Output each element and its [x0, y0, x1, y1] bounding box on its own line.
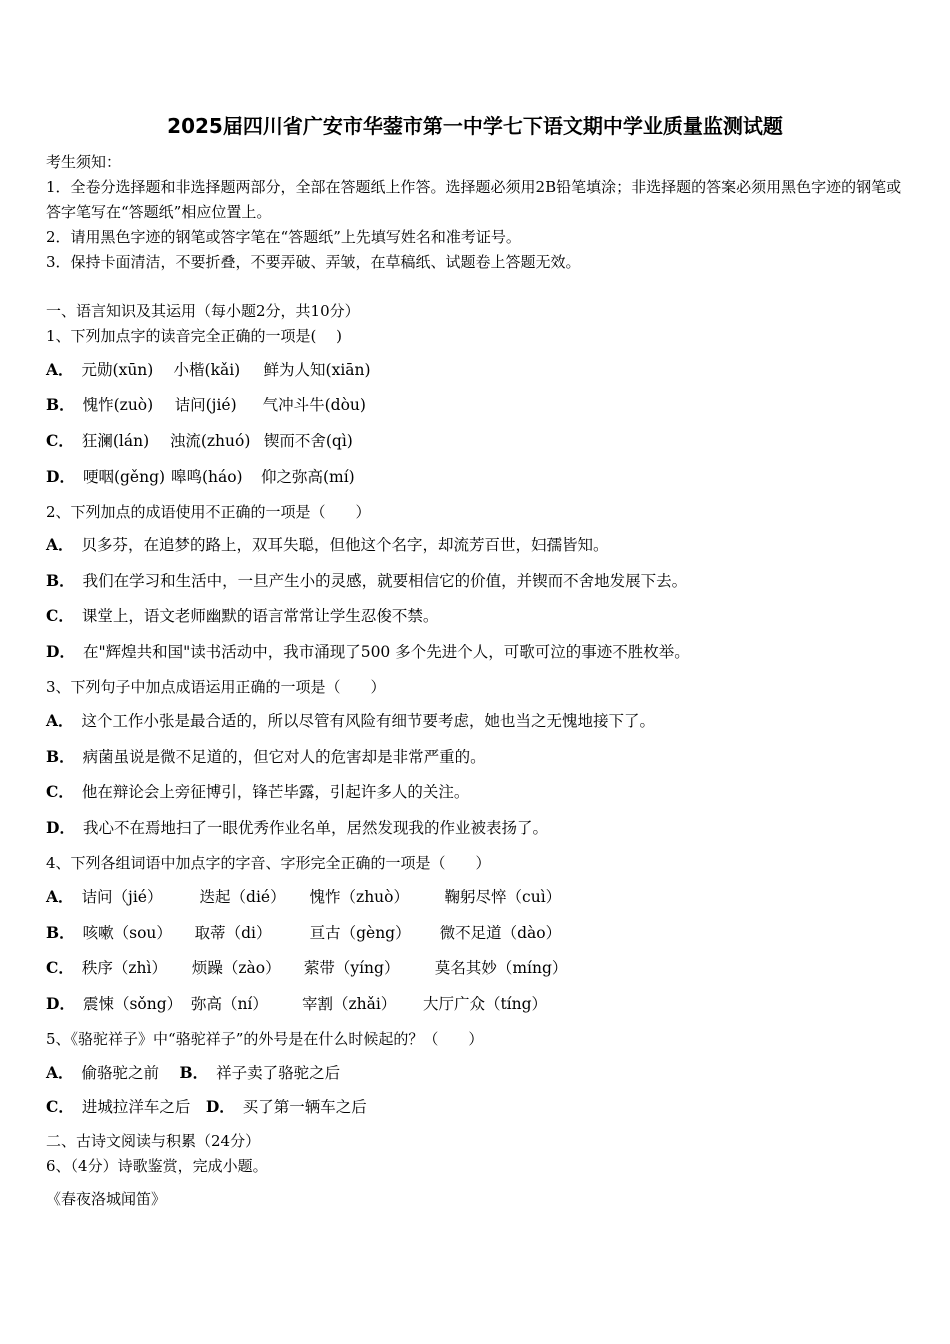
option-word: 嗥鸣(háo): [170, 468, 243, 486]
option-letter: C．: [46, 782, 74, 801]
option-text: 偷骆驼之前: [81, 1064, 160, 1082]
option-letter: B．: [46, 571, 75, 590]
option-text: 进城拉洋车之后: [81, 1098, 191, 1116]
question-1-option-d: [46, 466, 355, 488]
option-text: 课堂上，语文老师幽默的语言常常让学生忍俊不禁。: [81, 607, 439, 625]
option-word: 元勋(xūn): [81, 361, 154, 379]
question-4-option-b: [46, 922, 561, 944]
option-letter: B．: [46, 923, 75, 942]
option-word: 鲜为人知(xiān): [263, 361, 371, 379]
option-letter: A．: [46, 711, 74, 730]
option-letter: D．: [205, 1097, 235, 1116]
question-6-stem: 6、（4分）诗歌鉴赏，完成小题。: [46, 1157, 268, 1175]
option-word: 小楷(kǎi): [173, 361, 241, 379]
question-1-option-b: [46, 394, 366, 416]
question-4-option-a: [46, 886, 561, 908]
option-word: 迭起（dié）: [199, 888, 286, 906]
option-letter: C．: [46, 606, 74, 625]
option-word: 取蒂（di）: [194, 924, 272, 942]
option-letter: C．: [46, 431, 74, 450]
option-letter: A．: [46, 360, 74, 379]
option-word: 愧怍(zuò): [82, 396, 154, 414]
option-letter: D．: [46, 642, 75, 661]
question-2-option-b: [46, 570, 687, 592]
notice-item-2: 2．请用黑色字迹的钢笔或答字笔在“答题纸”上先填写姓名和准考证号。: [46, 228, 521, 246]
question-4-option-c: [46, 957, 567, 979]
question-3-stem: 3、下列句子中加点成语运用正确的一项是（ ）: [46, 678, 386, 696]
option-letter: B．: [179, 1063, 209, 1082]
option-word: 气冲斗牛(dòu): [262, 396, 366, 414]
option-word: 仰之弥高(mí): [260, 468, 355, 486]
option-text: 他在辩论会上旁征博引，锋芒毕露，引起许多人的关注。: [81, 783, 470, 801]
option-letter: C．: [46, 958, 74, 977]
exam-title: 2025届四川省广安市华蓥市第一中学七下语文期中学业质量监测试题: [167, 114, 783, 138]
option-word: 诘问（jié）: [81, 888, 163, 906]
option-word: 亘古（gèng）: [309, 924, 411, 942]
option-word: 秩序（zhì）: [81, 959, 167, 977]
option-text: 我们在学习和生活中，一旦产生小的灵感，就要相信它的价值，并锲而不舍地发展下去。: [82, 572, 688, 590]
option-letter: D．: [46, 994, 75, 1013]
option-text: 祥子卖了骆驼之后: [216, 1064, 341, 1082]
question-2-stem: 2、下列加点的成语使用不正确的一项是（ ）: [46, 503, 371, 521]
option-letter: B．: [46, 747, 75, 766]
option-letter: A．: [46, 887, 74, 906]
section-2-heading: 二、古诗文阅读与积累（24分）: [46, 1132, 261, 1150]
option-letter: D．: [46, 467, 75, 486]
option-text: 在"辉煌共和国"读书活动中，我市涌现了500 多个先进个人，可歌可泣的事迹不胜枚举。: [82, 643, 690, 661]
notice-heading: 考生须知：: [46, 153, 122, 171]
option-word: 哽咽(gěng): [82, 468, 166, 486]
question-1-stem: 1、下列加点字的读音完全正确的一项是( ): [46, 327, 343, 345]
option-word: 萦带（yíng）: [303, 959, 400, 977]
question-4-stem: 4、下列各组词语中加点字的字音、字形完全正确的一项是（ ）: [46, 854, 491, 872]
question-3-option-b: [46, 746, 486, 768]
option-word: 微不足道（dào）: [439, 924, 562, 942]
question-1-option-c: [46, 430, 353, 452]
option-word: 浊流(zhuó): [169, 432, 251, 450]
option-word: 宰割（zhǎi）: [301, 995, 397, 1013]
question-3-option-d: [46, 817, 548, 839]
option-letter: A．: [46, 1063, 74, 1082]
option-word: 锲而不舍(qì): [263, 432, 353, 450]
question-1-option-a: [46, 359, 371, 381]
question-5-stem: 5、《骆驼祥子》中“骆驼祥子”的外号是在什么时候起的？（ ）: [46, 1030, 484, 1048]
question-2-option-a: [46, 534, 609, 556]
question-4-option-d: [46, 993, 547, 1015]
section-1-heading: 一、语言知识及其运用（每小题2分，共10分）: [46, 302, 360, 320]
option-word: 弥高（ní）: [190, 995, 268, 1013]
question-2-option-c: [46, 605, 438, 627]
option-word: 愧怍（zhuò）: [309, 888, 409, 906]
option-word: 震悚（sǒng）: [82, 995, 183, 1013]
notice-item-1: 1．全卷分选择题和非选择题两部分，全部在答题纸上作答。选择题必须用2B铅笔填涂；非选择题的答案必须用黑色字迹的钢笔或答字笔写在“答题纸”相应位置上。: [46, 178, 902, 221]
poem-title: 《春夜洛城闻笛》: [46, 1190, 167, 1208]
option-word: 咳嗽（sou）: [82, 924, 172, 942]
option-letter: B．: [46, 395, 75, 414]
option-word: 狂澜(lán): [81, 432, 150, 450]
option-text: 买了第一辆车之后: [242, 1098, 367, 1116]
option-text: 贝多芬，在追梦的路上，双耳失聪，但他这个名字，却流芳百世，妇孺皆知。: [81, 536, 609, 554]
option-text: 这个工作小张是最合适的，所以尽管有风险有细节要考虑，她也当之无愧地接下了。: [81, 712, 656, 730]
option-text: 我心不在焉地扫了一眼优秀作业名单，居然发现我的作业被表扬了。: [82, 819, 548, 837]
notice-item-3: 3．保持卡面清洁，不要折叠，不要弄破、弄皱，在草稿纸、试题卷上答题无效。: [46, 253, 581, 271]
question-3-option-a: [46, 710, 655, 732]
question-3-option-c: [46, 781, 469, 803]
question-2-option-d: [46, 641, 690, 663]
option-letter: A．: [46, 535, 74, 554]
option-word: 大厅广众（tíng）: [422, 995, 548, 1013]
option-word: 莫名其妙（míng）: [434, 959, 568, 977]
question-5-options-row-2: [46, 1096, 367, 1118]
option-letter: C．: [46, 1097, 74, 1116]
option-text: 病菌虽说是微不足道的，但它对人的危害却是非常严重的。: [82, 748, 486, 766]
question-5-options-row-1: [46, 1062, 340, 1084]
option-word: 诘问(jié): [174, 396, 237, 414]
option-letter: D．: [46, 818, 75, 837]
option-word: 烦躁（zào）: [191, 959, 281, 977]
option-word: 鞠躬尽悴（cuì）: [444, 888, 562, 906]
